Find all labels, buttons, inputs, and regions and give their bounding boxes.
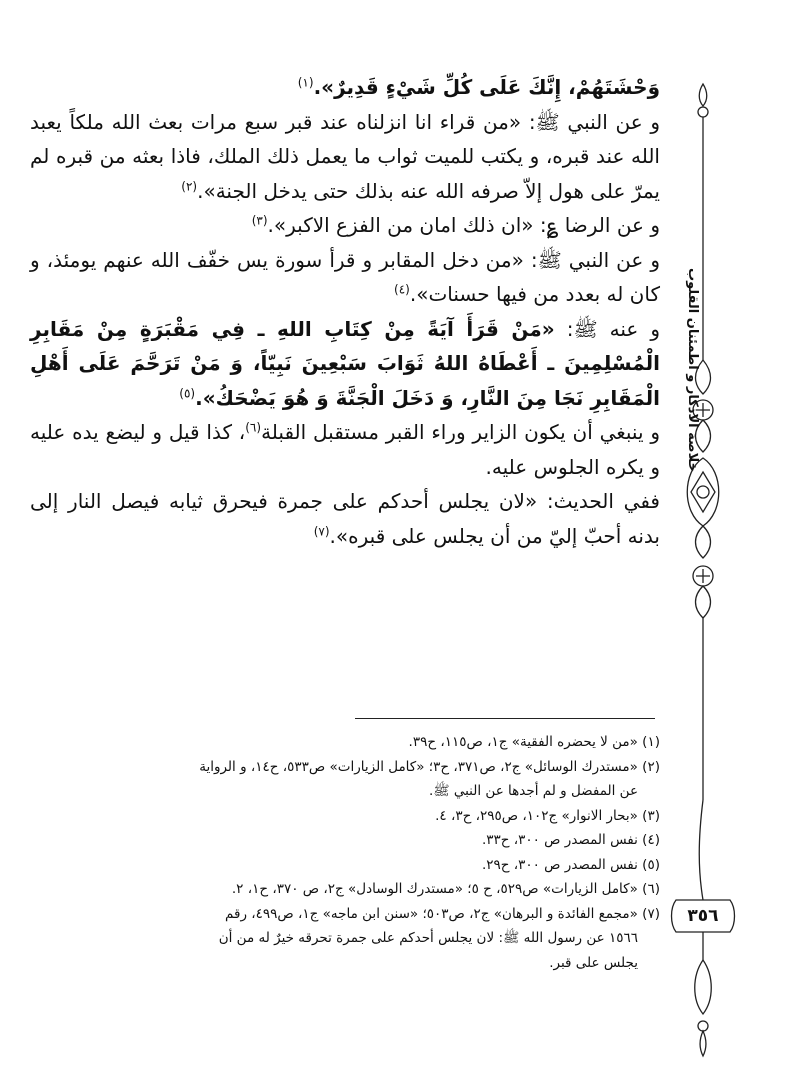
paragraph-text: ففي الحديث: «لان يجلس أحدكم على جمرة فيحرق ثيابه فيصل النار إلى بدنه أحبّ إليّ من أن يجلس على قبره».	[30, 489, 660, 548]
footnote-number: (٥)	[642, 856, 660, 873]
footnote-number: (٦)	[642, 881, 660, 897]
footnote-ref: (١)	[297, 75, 314, 90]
footnote-ref: (٧)	[313, 523, 330, 538]
footnote-number: (٣)	[642, 807, 660, 824]
page-number: ٣٥٦	[687, 906, 719, 926]
paragraph-text: و عن الرضا ؏: «ان ذلك امان من الفزع الاكبر».	[267, 213, 660, 237]
paragraph	[30, 312, 660, 416]
footnote-line	[30, 730, 660, 755]
footnote-number: (٤)	[642, 832, 660, 848]
footnote-text: يجلس على قبر.	[549, 954, 638, 971]
footnote-text: «مجمع الفائدة و البرهان» ج٢، ص٥٠٣؛ «سنن ابن ماجه» ج١، ص٤٩٩، رقم	[225, 905, 638, 922]
footnote-separator	[355, 718, 655, 719]
footnote-text: «كامل الزيارات» ص٥٢٩، ح ٥؛ «مستدرك الوسادل» ج٢، ص ٣٧٠، ح١، ٢.	[231, 881, 638, 897]
footnote-text: «مستدرك الوسائل» ج٢، ص٣٧١، ح٣؛ «كامل الزيارات» ص٥٣٣، ح١٤، و الرواية	[199, 758, 638, 775]
footnote-text: نفس المصدر ص ٣٠٠، ح٣٣.	[481, 832, 638, 848]
paragraph	[30, 70, 660, 105]
footnote-text: «بحار الانوار» ج١٠٢، ص٢٩٥، ح٣، ٤.	[435, 807, 638, 824]
footnote-line	[30, 877, 660, 902]
paragraph	[30, 415, 660, 484]
paragraph	[30, 484, 660, 553]
paragraph	[30, 243, 660, 312]
footnote-line	[30, 804, 660, 829]
footnote-number: (٢)	[642, 758, 660, 775]
paragraph-text: و عن النبي ﷺ: «من قراء انا انزلناه عند قبر سبع مرات بعث الله ملكاً يعبد الله عند قبره، و يكتب للميت ثواب ما يعمل ذلك الملك، فاذا بعثه من قبره لم يمرّ على هول إلاّ صرفه الله عنه بذلك حتى يدخل الجنة».	[30, 109, 660, 203]
footnote-line	[30, 779, 660, 804]
paragraph	[30, 105, 660, 209]
paragraph-text: و عن النبي ﷺ: «من دخل المقابر و قرأ سورة يس خفّف الله عنهم يومئذ، و كان له بعدد من فيها حسنات».	[30, 247, 660, 306]
footnote-ref: (٥)	[179, 385, 196, 400]
footnote-line	[30, 853, 660, 878]
footnote-ref: (٤)	[394, 282, 410, 297]
footnote-text: نفس المصدر ص ٣٠٠، ح٢٩.	[481, 856, 638, 873]
quote-text: وَحْشَتَهُمْ، إِنَّكَ عَلَى كُلِّ شَيْءٍ قَدِيرٌ».	[313, 75, 660, 99]
quote-text: «مَنْ قَرَأَ آيَةً مِنْ كِتَابِ اللهِ ـ فِي مَقْبَرَةٍ مِنْ مَقَابِرِ الْمُسْلِمِينَ ـ أَعْطَاهُ اللهُ ثَوَابَ سَبْعِينَ نَبِيّاً، وَ مَنْ تَرَحَّمَ عَلَى أَهْلِ الْمَقَابِرِ نَجَا مِنَ النَّارِ، وَ دَخَلَ الْجَنَّةَ وَ هُوَ يَضْحَكُ».	[30, 316, 660, 410]
running-title: خلاصة الاذكار و اطمئنان القلوب	[685, 268, 700, 472]
footnote-line	[30, 828, 660, 853]
paragraph-text: و ينبغي أن يكون الزاير وراء القبر مستقبل القبلة	[261, 420, 660, 444]
footnote-ref: (٢)	[181, 178, 198, 193]
footnote-line	[30, 951, 660, 976]
footnote-number: (٧)	[642, 905, 660, 922]
side-ornament-column	[668, 80, 738, 1070]
footnote-line	[30, 902, 660, 927]
footnote-line	[30, 926, 660, 951]
footnote-number: (١)	[642, 734, 660, 750]
footnote-ref: (٦)	[245, 420, 262, 435]
footnotes	[30, 730, 660, 975]
footnote-line	[30, 755, 660, 780]
paragraph-text: و عنه ﷺ:	[554, 316, 661, 341]
footnote-ref: (٣)	[251, 213, 268, 228]
footnote-text: عن المفضل و لم أجدها عن النبي ﷺ.	[428, 783, 638, 799]
footnote-text: ١٥٦٦ عن رسول الله ﷺ: لان يجلس أحدكم على جمرة تحرقه خيرٌ له من أن	[218, 930, 638, 946]
paragraph-text: ، كذا قيل و ليضع يده عليه و يكره الجلوس عليه.	[30, 420, 660, 479]
paragraph	[30, 208, 660, 243]
main-text	[30, 70, 660, 553]
footnote-text: «من لا يحضره الفقية» ج١، ص١١٥، ح٣٩.	[408, 734, 638, 750]
